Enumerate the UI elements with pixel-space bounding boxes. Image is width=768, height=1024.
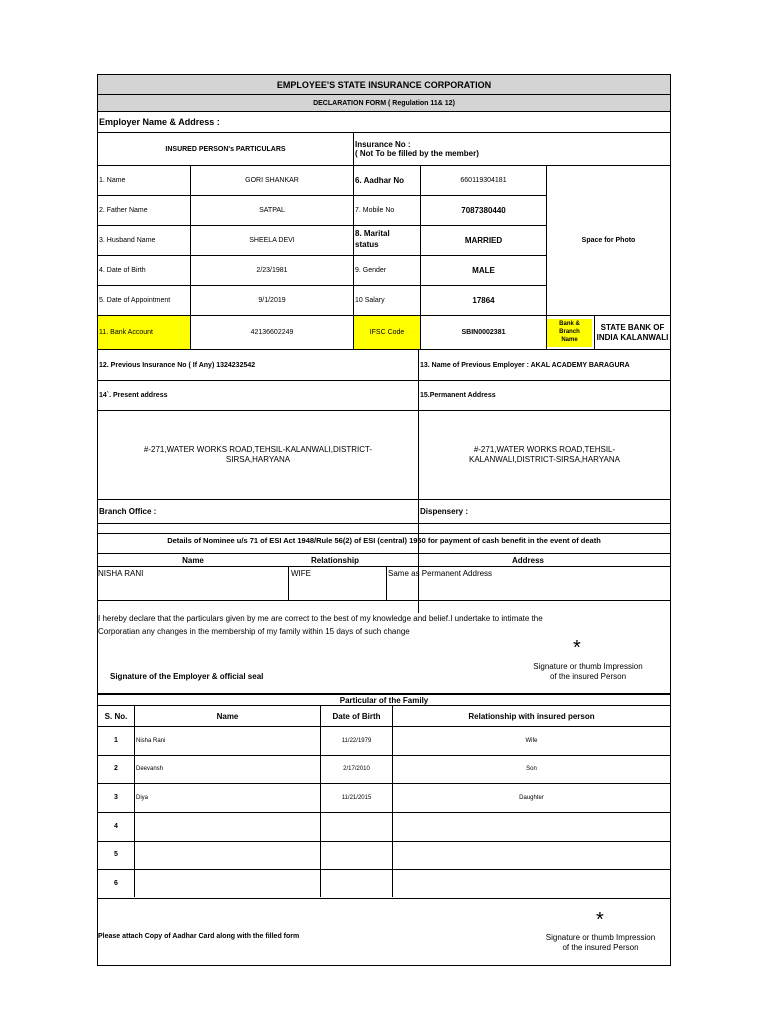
permanent-address-line-1: #-271,WATER WORKS ROAD,TEHSIL- <box>473 445 616 454</box>
husband-name-label: 3. Husband Name <box>99 237 156 244</box>
bank-branch-value-2: INDIA KALANWALI <box>596 333 669 342</box>
father-name-value: SATPAL <box>259 207 285 214</box>
mobile-value: 7087380440 <box>461 206 506 215</box>
dispensery-label: Dispensery : <box>420 507 469 516</box>
dob-label: 4. Date of Birth <box>99 267 146 274</box>
family-row-sno: 4 <box>114 823 118 830</box>
family-row-dob: 2/17/2010 <box>343 765 370 772</box>
aadhar-label: 6. Aadhar No <box>355 176 405 185</box>
permanent-address-line-2: KALANWALI,DISTRICT-SIRSA,HARYANA <box>469 455 620 464</box>
form-subtitle: DECLARATION FORM ( Regulation 11& 12) <box>98 95 670 111</box>
ifsc-label: IFSC Code <box>354 316 420 349</box>
family-row-name <box>135 870 320 897</box>
name-label: 1. Name <box>99 177 126 184</box>
signature-insured-line-1: Signature or thumb Impression <box>533 662 643 671</box>
family-row-name <box>135 813 320 840</box>
photo-space: Space for Photo <box>581 237 636 244</box>
family-row-sno: 3 <box>114 794 118 801</box>
family-title: Particular of the Family <box>339 695 429 705</box>
attach-note: Please attach Copy of Aadhar Card along with the filled form <box>98 933 300 940</box>
bank-branch-label-1: Bank & <box>559 321 580 327</box>
employer-label: Employer Name & Address : <box>99 117 220 127</box>
signature-insured-footer-line-2: of the insured Person <box>562 943 639 952</box>
family-row-relationship: Son <box>526 765 537 772</box>
bank-branch-value-1: STATE BANK OF <box>600 323 665 332</box>
signature-employer: Signature of the Employer & official seal <box>110 672 264 681</box>
declaration-form <box>97 74 671 966</box>
bank-branch-label-3: Name <box>561 337 578 343</box>
dob-value: 2/23/1981 <box>256 267 288 274</box>
family-row-dob <box>321 841 392 868</box>
family-row-sno: 5 <box>114 851 118 858</box>
appointment-label: 5. Date of Appointment <box>99 297 171 304</box>
family-row-sno: 6 <box>114 880 118 887</box>
bank-account-value: 42136602249 <box>250 329 294 336</box>
family-header-relationship: Relationship with insured person <box>468 711 595 721</box>
prev-insurance: 12. Previous Insurance No ( If Any) 1324232542 <box>99 361 256 369</box>
marital-label-1: 8. Marital <box>355 229 390 238</box>
family-row-sno: 1 <box>114 737 118 744</box>
family-row-sno: 2 <box>114 765 118 772</box>
insurance-no-label: Insurance No : <box>355 140 411 149</box>
family-row-relationship <box>393 841 670 868</box>
bank-branch-label-box <box>547 319 592 347</box>
name-value: GORI SHANKAR <box>245 177 299 184</box>
family-row-name: Deevansh <box>136 765 164 772</box>
family-row-name <box>135 841 320 868</box>
salary-value: 17864 <box>472 296 495 305</box>
family-row-name: Diya <box>136 794 149 801</box>
family-row-dob: 11/21/2015 <box>341 794 372 801</box>
nominee-address: Same as Permanent Address <box>388 569 493 578</box>
family-row-divider <box>98 898 670 899</box>
insured-particulars-label: INSURED PERSON's PARTICULARS <box>165 145 286 153</box>
gender-value: MALE <box>472 266 495 275</box>
present-address-line-2: SIRSA,HARYANA <box>225 455 291 464</box>
family-row-name: Nisha Rani <box>136 737 166 744</box>
gender-label: 9. Gender <box>355 267 387 274</box>
mobile-label: 7. Mobile No <box>355 207 395 214</box>
family-row-relationship <box>393 813 670 840</box>
nominee-name: NISHA RANI <box>98 569 144 578</box>
prev-employer: 13. Name of Previous Employer : AKAL ACADEMY BARAGURA <box>420 361 630 369</box>
family-row-dob: 11/22/1979 <box>341 737 372 744</box>
bank-account-label: 11. Bank Account <box>98 316 190 349</box>
form-title: EMPLOYEE'S STATE INSURANCE CORPORATION <box>98 75 670 94</box>
family-header-name: Name <box>216 711 239 721</box>
declaration-line-1: I hereby declare that the particulars given by me are correct to the best of my knowledge and belief.I undertake to intimate the <box>98 614 543 623</box>
father-name-label: 2. Father Name <box>99 207 148 214</box>
nominee-title: Details of Nominee u/s 71 of ESI Act 1948/Rule 56(2) of ESI (central) 1950 for payment of cash benefit in the event of death <box>167 535 601 545</box>
family-header-dob: Date of Birth <box>332 711 381 721</box>
ifsc-value: SBIN0002381 <box>461 329 506 336</box>
family-header-sno: S. No. <box>104 711 128 721</box>
asterisk-1: * <box>573 637 581 659</box>
nominee-relationship: WIFE <box>291 569 311 578</box>
present-address-line-1: #-271,WATER WORKS ROAD,TEHSIL-KALANWALI,DISTRICT- <box>143 445 373 454</box>
nominee-header-address: Address <box>511 555 544 565</box>
family-row-relationship <box>393 870 670 897</box>
signature-insured-line-2: of the insured Person <box>549 672 627 681</box>
signature-insured-footer-line-1: Signature or thumb Impression <box>545 933 656 942</box>
asterisk-2: * <box>596 909 604 931</box>
husband-name-value: SHEELA DEVI <box>249 237 295 244</box>
insurance-no-note: ( Not To be filled by the member) <box>355 149 479 158</box>
family-row-relationship: Daughter <box>519 794 544 801</box>
family-row-dob <box>321 813 392 840</box>
aadhar-value: 660119304181 <box>460 177 507 184</box>
appointment-value: 9/1/2019 <box>258 297 286 304</box>
nominee-header-relationship: Relationship <box>310 555 359 565</box>
declaration-line-2: Corporatian any changes in the membership of my family within 15 days of such change <box>98 627 410 636</box>
present-address-label: 14`. Present address <box>99 392 168 399</box>
marital-label-2: status <box>355 240 379 249</box>
permanent-address-label: 15.Permanent Address <box>420 392 496 399</box>
marital-value: MARRIED <box>464 236 503 245</box>
nominee-header-name: Name <box>182 555 204 565</box>
family-row-relationship: Wife <box>525 737 538 744</box>
family-row-dob <box>321 870 392 897</box>
bank-branch-label-2: Branch <box>559 329 580 335</box>
salary-label: 10 Salary <box>355 297 385 304</box>
branch-office-label: Branch Office : <box>99 507 157 516</box>
